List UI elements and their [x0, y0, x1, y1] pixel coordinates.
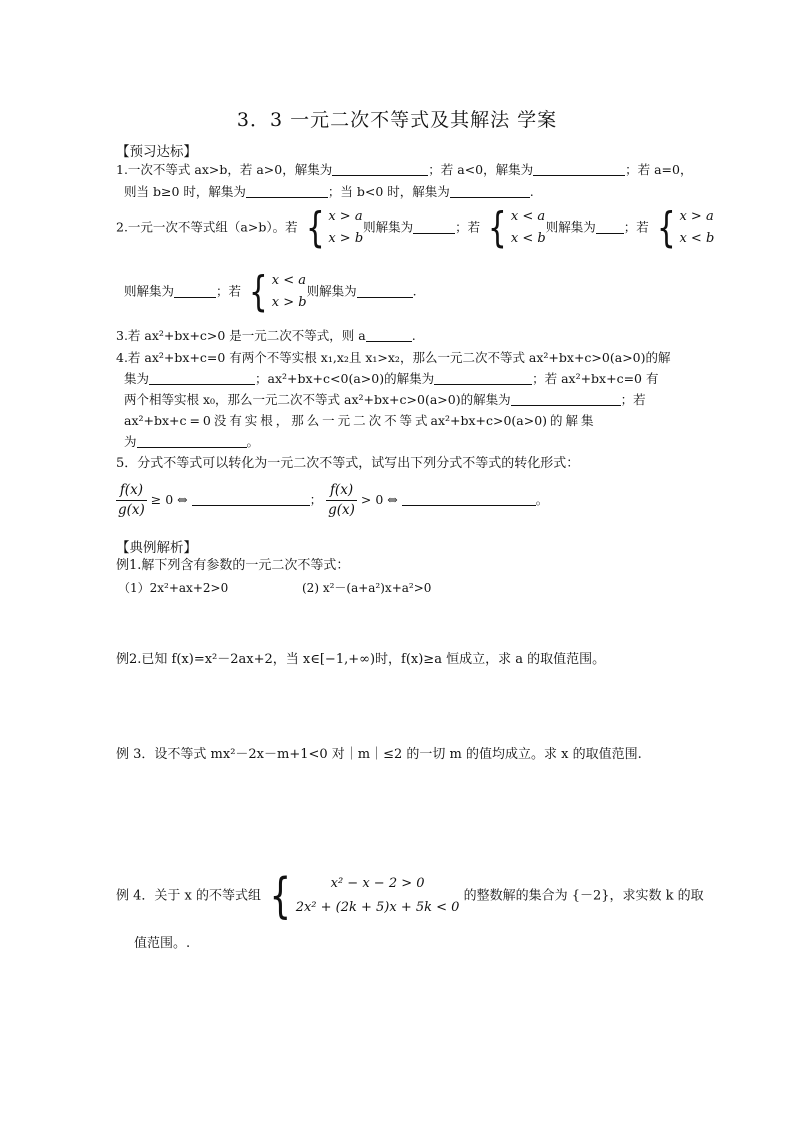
q1-text-d: 则当 b≥0 时，解集为 [124, 184, 246, 199]
answer-blank[interactable] [174, 284, 216, 298]
brace-icon: { [305, 203, 325, 252]
example-2: 例2.已知 f(x)=x²－2ax+2，当 x∈[−1,+∞)时，f(x)≥a 恒成立，求 a 的取值范围。 [116, 652, 606, 667]
answer-blank[interactable] [596, 220, 624, 234]
section-examples-heading: 【典例解析】 [116, 540, 197, 556]
answer-blank[interactable] [413, 220, 455, 234]
question-4-line-4: ax²+bx+c = 0 没 有 实 根 ， 那 么 一 元 二 次 不 等 式 ax²+bx+c>0(a>0) 的 解 集 [124, 413, 594, 428]
question-4-line-5: 为 。 [124, 434, 260, 449]
example-3: 例 3．设不等式 mx²－2x－m+1<0 对｜m｜≤2 的一切 m 的值均成立。求 x 的取值范围. [116, 747, 642, 762]
fraction-fx-over-gx: $\frac{f(x)}{g(x)}$ [328, 482, 355, 518]
answer-blank[interactable] [402, 492, 536, 506]
answer-blank[interactable] [357, 284, 413, 298]
answer-blank[interactable] [366, 328, 412, 342]
answer-blank[interactable] [450, 184, 530, 198]
page-title: 3．3 一元二次不等式及其解法 学案 [236, 109, 558, 131]
inequality-system-3: { x > a x < b [656, 203, 715, 252]
fraction-fx-over-gx: $\frac{f(x)}{g(x)}$ [118, 482, 145, 518]
brace-icon: { [656, 203, 676, 252]
inequality-system-4: { x < a x > b [249, 267, 307, 316]
question-4-line-2: 集为 ；ax²+bx+c<0(a>0)的解集为 ；若 ax²+bx+c=0 有 [124, 371, 659, 386]
question-4-line-1: 4.若 ax²+bx+c=0 有两个不等实根 x₁,x₂且 x₁>x₂，那么一元二次不等式 ax²+bx+c>0(a>0)的解 [116, 350, 671, 365]
question-5-text: 5．分式不等式可以转化为一元二次不等式，试写出下列分式不等式的转化形式： [116, 456, 580, 471]
section-preview-heading: 【预习达标】 [116, 144, 197, 160]
inequality-system-1: { x > a x > b [305, 203, 364, 252]
example-1-title: 例1.解下列含有参数的一元二次不等式： [116, 558, 350, 573]
q1-text-c: ；若 a=0， [625, 162, 693, 177]
q1-text-e: ；当 b<0 时，解集为 [327, 184, 450, 199]
q2-intro: 2.一元一次不等式组（a>b）。若 [116, 219, 298, 235]
brace-icon: { [269, 868, 292, 924]
question-5-formulas: $\frac{f(x)}{g(x)}$ ≥ 0 ⇔ ； $\frac{f(x)}{g(x)}$ > 0 ⇔ 。 [118, 482, 549, 518]
question-1-line-2 [124, 182, 534, 201]
answer-blank[interactable] [192, 492, 310, 506]
q1-text-f: . [529, 184, 534, 199]
question-2-line-2: 则解集为 ；若 { x < a x > b 则解集为 . [124, 267, 417, 316]
q1-text-b: ；若 a<0，解集为 [428, 162, 534, 177]
brace-icon: { [488, 203, 507, 252]
example-4-line-2: 值范围。. [134, 936, 191, 951]
question-4-line-3: 两个相等实根 x₀，那么一元二次不等式 ax²+bx+c>0(a>0)的解集为 ；若 [124, 392, 646, 407]
answer-blank[interactable] [149, 371, 255, 385]
answer-blank[interactable] [246, 184, 328, 198]
question-3: 3.若 ax²+bx+c>0 是一元二次不等式，则 a . [116, 328, 416, 343]
answer-blank[interactable] [137, 434, 247, 448]
question-1-line-1 [116, 160, 692, 179]
example-1-part-2: (2) x²－(a+a²)x+a²>0 [302, 581, 432, 595]
example-4-line-1: 例 4．关于 x 的不等式组 { x² − x − 2 > 0 2x² + (2k + 5)x + 5k < 0 的整数解的集合为 {－2}，求实数 k 的取 [116, 868, 704, 924]
question-2-line-1: 2.一元一次不等式组（a>b）。若 { x > a x > b 则解集为 ；若 { x < a x < b 则解集为 ；若 { x > a x < b [116, 203, 715, 252]
q1-text-a: 1.一次不等式 ax>b，若 a>0，解集为 [116, 162, 333, 177]
answer-blank[interactable] [434, 371, 532, 385]
answer-blank[interactable] [332, 162, 428, 176]
inequality-system-2: { x < a x < b [488, 203, 546, 252]
brace-icon: { [249, 267, 268, 316]
example-1-part-1: （1）2x²+ax+2>0 [118, 581, 229, 595]
inequality-system-ex4: { x² − x − 2 > 0 2x² + (2k + 5)x + 5k < 0 [269, 868, 460, 924]
answer-blank[interactable] [533, 162, 625, 176]
answer-blank[interactable] [511, 392, 621, 406]
